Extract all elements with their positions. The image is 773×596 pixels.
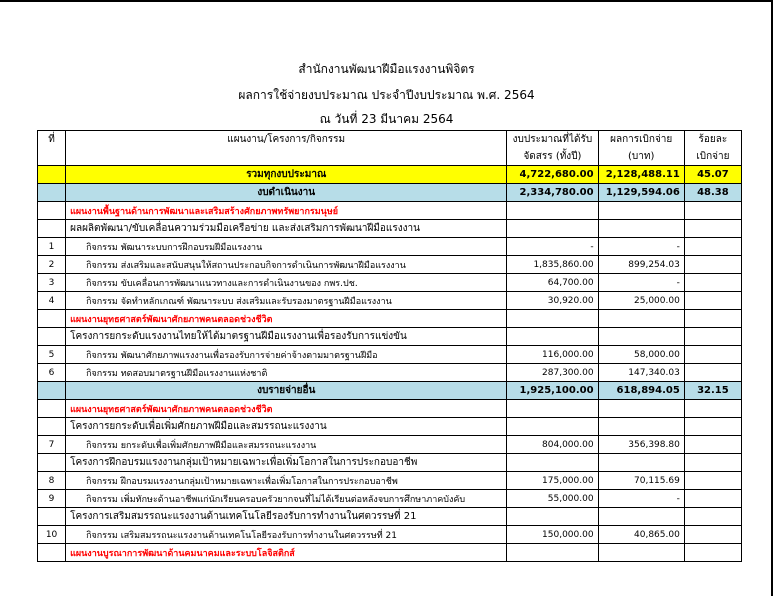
row-budget: 64,700.00 — [507, 274, 598, 292]
row-pct: 48.38 — [684, 184, 741, 202]
row-budget: 30,920.00 — [507, 292, 598, 310]
row-name: กิจกรรม พัฒนาระบบการฝึกอบรมฝีมือแรงงาน — [66, 238, 507, 256]
row-name: งบดำเนินงาน — [66, 184, 507, 202]
row-no: 10 — [38, 526, 66, 544]
row-name: งบรายจ่ายอื่น — [66, 382, 507, 400]
row-pct — [684, 274, 741, 292]
table-row — [38, 364, 742, 382]
row-spent: 70,115.69 — [598, 472, 684, 490]
row-name: กิจกรรม จัดทำหลักเกณฑ์ พัฒนาระบบ ส่งเสริมและรับรองมาตรฐานฝีมือแรงงาน — [66, 292, 507, 310]
col-pct-header-2: เบิกจ่าย — [684, 148, 741, 166]
table-row — [38, 526, 742, 544]
row-pct — [684, 256, 741, 274]
row-budget — [507, 310, 598, 328]
row-no — [38, 166, 66, 184]
row-no — [38, 454, 66, 472]
row-pct: 32.15 — [684, 382, 741, 400]
row-spent — [598, 508, 684, 526]
row-name: โครงการเสริมสมรรถนะแรงงานด้านเทคโนโลยีรองรับการทำงานในศตวรรษที่ 21 — [66, 508, 507, 526]
col-budget-header: งบประมาณที่ได้รับ — [507, 131, 598, 149]
table-row — [38, 400, 742, 418]
row-spent: 147,340.03 — [598, 364, 684, 382]
budget-table — [37, 130, 742, 562]
table-row — [38, 436, 742, 454]
row-no — [38, 202, 66, 220]
row-pct — [684, 220, 741, 238]
row-budget: - — [507, 238, 598, 256]
report-office-title: สำนักงานพัฒนาฝีมือแรงงานพิจิตร — [298, 62, 475, 76]
row-no: 6 — [38, 364, 66, 382]
row-name: แผนงานยุทธศาสตร์พัฒนาศักยภาพคนตลอดช่วงชีวิต — [66, 310, 507, 328]
row-no — [38, 508, 66, 526]
row-budget — [507, 418, 598, 436]
row-no: 8 — [38, 472, 66, 490]
window-top-border — [0, 0, 773, 2]
row-name: รวมทุกงบประมาณ — [66, 166, 507, 184]
row-spent: - — [598, 274, 684, 292]
row-budget: 150,000.00 — [507, 526, 598, 544]
row-pct — [684, 310, 741, 328]
row-no — [38, 382, 66, 400]
row-no: 3 — [38, 274, 66, 292]
row-budget: 175,000.00 — [507, 472, 598, 490]
table-row — [38, 472, 742, 490]
table-row — [38, 274, 742, 292]
col-name-header: แผนงาน/โครงการ/กิจกรรม — [66, 131, 507, 149]
row-pct — [684, 508, 741, 526]
row-pct — [684, 454, 741, 472]
row-budget — [507, 220, 598, 238]
row-spent: 58,000.00 — [598, 346, 684, 364]
row-name: กิจกรรม เพิ่มทักษะด้านอาชีพแก่นักเรียนครอบครัวยากจนที่ไม่ได้เรียนต่อหลังจบการศึกษาภาคบังคับ — [66, 490, 507, 508]
row-no — [38, 418, 66, 436]
row-name: กิจกรรม ส่งเสริมและสนับสนุนให้สถานประกอบกิจการดำเนินการพัฒนาฝีมือแรงงาน — [66, 256, 507, 274]
row-budget — [507, 508, 598, 526]
row-spent — [598, 418, 684, 436]
row-budget: 116,000.00 — [507, 346, 598, 364]
table-row — [38, 220, 742, 238]
col-spent-header: ผลการเบิกจ่าย — [598, 131, 684, 149]
table-row — [38, 238, 742, 256]
table-row — [38, 490, 742, 508]
row-name: กิจกรรม ฝึกอบรมแรงงานกลุ่มเป้าหมายเฉพาะเพื่อเพิ่มโอกาสในการประกอบอาชีพ — [66, 472, 507, 490]
row-pct — [684, 238, 741, 256]
table-row — [38, 544, 742, 562]
row-no — [38, 310, 66, 328]
row-pct — [684, 418, 741, 436]
row-no — [38, 328, 66, 346]
row-spent: 2,128,488.11 — [598, 166, 684, 184]
row-spent: 356,398.80 — [598, 436, 684, 454]
row-budget: 55,000.00 — [507, 490, 598, 508]
row-budget: 4,722,680.00 — [507, 166, 598, 184]
row-spent — [598, 202, 684, 220]
row-name: กิจกรรม เสริมสมรรถนะแรงงานด้านเทคโนโลยีรองรับการทำงานในศตวรรษที่ 21 — [66, 526, 507, 544]
row-budget — [507, 544, 598, 562]
row-budget — [507, 400, 598, 418]
row-no — [38, 544, 66, 562]
row-pct — [684, 346, 741, 364]
report-date: ณ วันที่ 23 มีนาคม 2564 — [319, 112, 454, 126]
row-no — [38, 220, 66, 238]
row-budget: 1,925,100.00 — [507, 382, 598, 400]
row-budget: 1,835,860.00 — [507, 256, 598, 274]
row-name: กิจกรรม ยกระดับเพื่อเพิ่มศักยภาพฝีมือและสมรรถนะแรงงาน — [66, 436, 507, 454]
table-row — [38, 184, 742, 202]
row-pct: 45.07 — [684, 166, 741, 184]
row-spent — [598, 220, 684, 238]
col-no-header-2 — [38, 148, 66, 166]
row-name: กิจกรรม ขับเคลื่อนการพัฒนาแนวทางและการดำเนินงานของ กพร.ปช. — [66, 274, 507, 292]
table-row — [38, 256, 742, 274]
col-name-header-2 — [66, 148, 507, 166]
row-no: 4 — [38, 292, 66, 310]
row-pct — [684, 202, 741, 220]
row-budget — [507, 454, 598, 472]
table-row — [38, 202, 742, 220]
row-no: 9 — [38, 490, 66, 508]
row-spent: 25,000.00 — [598, 292, 684, 310]
row-name: แผนงานบูรณาการพัฒนาด้านคมนาคมและระบบโลจิสติกส์ — [66, 544, 507, 562]
row-spent — [598, 454, 684, 472]
row-spent — [598, 544, 684, 562]
row-spent: 618,894.05 — [598, 382, 684, 400]
row-name: แผนงานพื้นฐานด้านการพัฒนาและเสริมสร้างศักยภาพทรัพยากรมนุษย์ — [66, 202, 507, 220]
row-name: ผลผลิตพัฒนา/ขับเคลื่อนความร่วมมือเครือข่าย และส่งเสริมการพัฒนาฝีมือแรงงาน — [66, 220, 507, 238]
row-budget: 287,300.00 — [507, 364, 598, 382]
row-no: 5 — [38, 346, 66, 364]
row-no — [38, 400, 66, 418]
col-pct-header: ร้อยละ — [684, 131, 741, 149]
row-no — [38, 184, 66, 202]
col-no-header: ที่ — [38, 131, 66, 149]
row-spent: - — [598, 238, 684, 256]
row-pct — [684, 544, 741, 562]
table-row — [38, 292, 742, 310]
row-no: 1 — [38, 238, 66, 256]
row-spent: 40,865.00 — [598, 526, 684, 544]
row-pct — [684, 400, 741, 418]
table-row — [38, 328, 742, 346]
row-name: แผนงานยุทธศาสตร์พัฒนาศักยภาพคนตลอดช่วงชีวิต — [66, 400, 507, 418]
row-no: 7 — [38, 436, 66, 454]
col-spent-header-2: (บาท) — [598, 148, 684, 166]
row-name: โครงการฝึกอบรมแรงงานกลุ่มเป้าหมายเฉพาะเพื่อเพิ่มโอกาสในการประกอบอาชีพ — [66, 454, 507, 472]
table-row — [38, 382, 742, 400]
row-budget — [507, 202, 598, 220]
table-row — [38, 346, 742, 364]
row-pct — [684, 364, 741, 382]
table-row — [38, 508, 742, 526]
row-name: กิจกรรม พัฒนาศักยภาพแรงงานเพื่อรองรับการจ่ายค่าจ้างตามมาตรฐานฝีมือ — [66, 346, 507, 364]
row-spent: 899,254.03 — [598, 256, 684, 274]
table-row — [38, 166, 742, 184]
table-row — [38, 310, 742, 328]
row-pct — [684, 328, 741, 346]
row-name: โครงการยกระดับแรงงานไทยให้ได้มาตรฐานฝีมือแรงงานเพื่อรองรับการแข่งขัน — [66, 328, 507, 346]
table-row — [38, 418, 742, 436]
row-spent — [598, 310, 684, 328]
row-pct — [684, 472, 741, 490]
row-name: กิจกรรม ทดสอบมาตรฐานฝีมือแรงงานแห่งชาติ — [66, 364, 507, 382]
row-no: 2 — [38, 256, 66, 274]
row-spent: 1,129,594.06 — [598, 184, 684, 202]
row-budget — [507, 328, 598, 346]
row-pct — [684, 526, 741, 544]
col-budget-header-2: จัดสรร (ทั้งปี) — [507, 148, 598, 166]
table-body — [38, 166, 742, 562]
row-name: โครงการยกระดับเพื่อเพิ่มศักยภาพฝีมือและสมรรถนะแรงงาน — [66, 418, 507, 436]
table-row — [38, 454, 742, 472]
row-spent: - — [598, 490, 684, 508]
row-pct — [684, 490, 741, 508]
row-pct — [684, 292, 741, 310]
row-budget: 804,000.00 — [507, 436, 598, 454]
row-budget: 2,334,780.00 — [507, 184, 598, 202]
report-title: ผลการใช้จ่ายงบประมาณ ประจำปีงบประมาณ พ.ศ. 2564 — [238, 88, 535, 102]
row-spent — [598, 400, 684, 418]
row-pct — [684, 436, 741, 454]
row-spent — [598, 328, 684, 346]
